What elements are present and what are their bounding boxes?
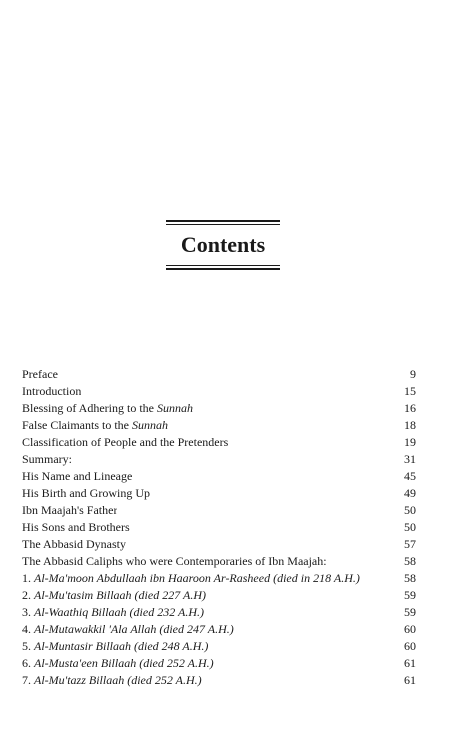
toc-entry-title: Introduction — [22, 384, 82, 398]
toc-entry-title: Ibn Maajah's Father — [22, 503, 118, 517]
toc-entry-caliph-4[interactable] — [22, 621, 416, 638]
toc-entry-title: False Claimants to the Sunnah — [22, 418, 168, 432]
toc-entry-classification-of-people[interactable] — [22, 434, 416, 451]
toc-entry-page-number: 58 — [404, 554, 416, 568]
toc-entry-page-number: 50 — [404, 503, 416, 517]
toc-entry-false-claimants[interactable] — [22, 417, 416, 434]
heading-bottom-rule-thin — [166, 265, 280, 266]
toc-entry-abbasid-caliphs[interactable] — [22, 553, 416, 570]
toc-entry-caliph-7[interactable] — [22, 672, 416, 689]
toc-entry-title: His Name and Lineage — [22, 469, 133, 483]
toc-entry-page-number: 59 — [404, 605, 416, 619]
toc-entry-page-number: 16 — [404, 401, 416, 415]
toc-entry-page-number: 61 — [404, 673, 416, 687]
toc-entry-caliph-3[interactable] — [22, 604, 416, 621]
toc-entry-page-number: 57 — [404, 537, 416, 551]
toc-entry-title: 7. Al-Mu'tazz Billaah (died 252 A.H.) — [22, 673, 202, 687]
heading-bottom-rule-thick — [166, 268, 280, 270]
toc-entry-page-number: 60 — [404, 639, 416, 653]
toc-entry-title: 6. Al-Musta'een Billaah (died 252 A.H.) — [22, 656, 214, 670]
toc-entry-page-number: 19 — [404, 435, 416, 449]
toc-entry-blessing-of-adhering[interactable] — [22, 400, 416, 417]
toc-entry-page-number: 61 — [404, 656, 416, 670]
toc-entry-page-number: 15 — [404, 384, 416, 398]
toc-entry-title: Classification of People and the Pretenders — [22, 435, 229, 449]
toc-entry-title: Summary: — [22, 452, 72, 466]
heading-top-rule-thin — [166, 224, 280, 225]
toc-entry-caliph-1[interactable] — [22, 570, 416, 587]
toc-entry-title: The Abbasid Caliphs who were Contemporaries of Ibn Maajah: — [22, 554, 327, 568]
toc-entry-abbasid-dynasty[interactable] — [22, 536, 416, 553]
toc-entry-preface[interactable] — [22, 366, 416, 383]
toc-entry-sons-and-brothers[interactable] — [22, 519, 416, 536]
toc-entry-title: Blessing of Adhering to the Sunnah — [22, 401, 193, 415]
toc-entry-page-number: 50 — [404, 520, 416, 534]
contents-heading-block — [166, 220, 280, 270]
toc-entry-title: 5. Al-Muntasir Billaah (died 248 A.H.) — [22, 639, 209, 653]
toc-entry-page-number: 45 — [404, 469, 416, 483]
toc-entry-summary[interactable] — [22, 451, 416, 468]
toc-entry-title: Preface — [22, 367, 58, 381]
toc-entry-title: 3. Al-Waathiq Billaah (died 232 A.H.) — [22, 605, 204, 619]
toc-entry-title: 4. Al-Mutawakkil 'Ala Allah (died 247 A.H.) — [22, 622, 234, 636]
toc-entry-page-number: 9 — [410, 367, 416, 381]
toc-entry-page-number: 59 — [404, 588, 416, 602]
toc-entry-name-and-lineage[interactable] — [22, 468, 416, 485]
toc-entry-page-number: 18 — [404, 418, 416, 432]
toc-entry-introduction[interactable] — [22, 383, 416, 400]
toc-entry-page-number: 58 — [404, 571, 416, 585]
toc-entry-title: His Birth and Growing Up — [22, 486, 150, 500]
toc-entry-title: 2. Al-Mu'tasim Billaah (died 227 A.H) — [22, 588, 206, 602]
toc-entry-title: The Abbasid Dynasty — [22, 537, 126, 551]
toc-entry-title: 1. Al-Ma'moon Abdullaah ibn Haaroon Ar-Rasheed (died in 218 A.H.) — [22, 571, 360, 585]
toc-entry-title: His Sons and Brothers — [22, 520, 130, 534]
table-of-contents — [22, 366, 416, 689]
toc-entry-page-number: 49 — [404, 486, 416, 500]
toc-entry-caliph-2[interactable] — [22, 587, 416, 604]
toc-entry-caliph-6[interactable] — [22, 655, 416, 672]
toc-entry-ibn-maajahs-father[interactable] — [22, 502, 416, 519]
toc-entry-page-number: 60 — [404, 622, 416, 636]
toc-entry-birth-and-growing-up[interactable] — [22, 485, 416, 502]
toc-entry-page-number: 31 — [404, 452, 416, 466]
toc-entry-caliph-5[interactable] — [22, 638, 416, 655]
page-title: Contents — [180, 232, 266, 257]
heading-top-rule-thick — [166, 220, 280, 222]
